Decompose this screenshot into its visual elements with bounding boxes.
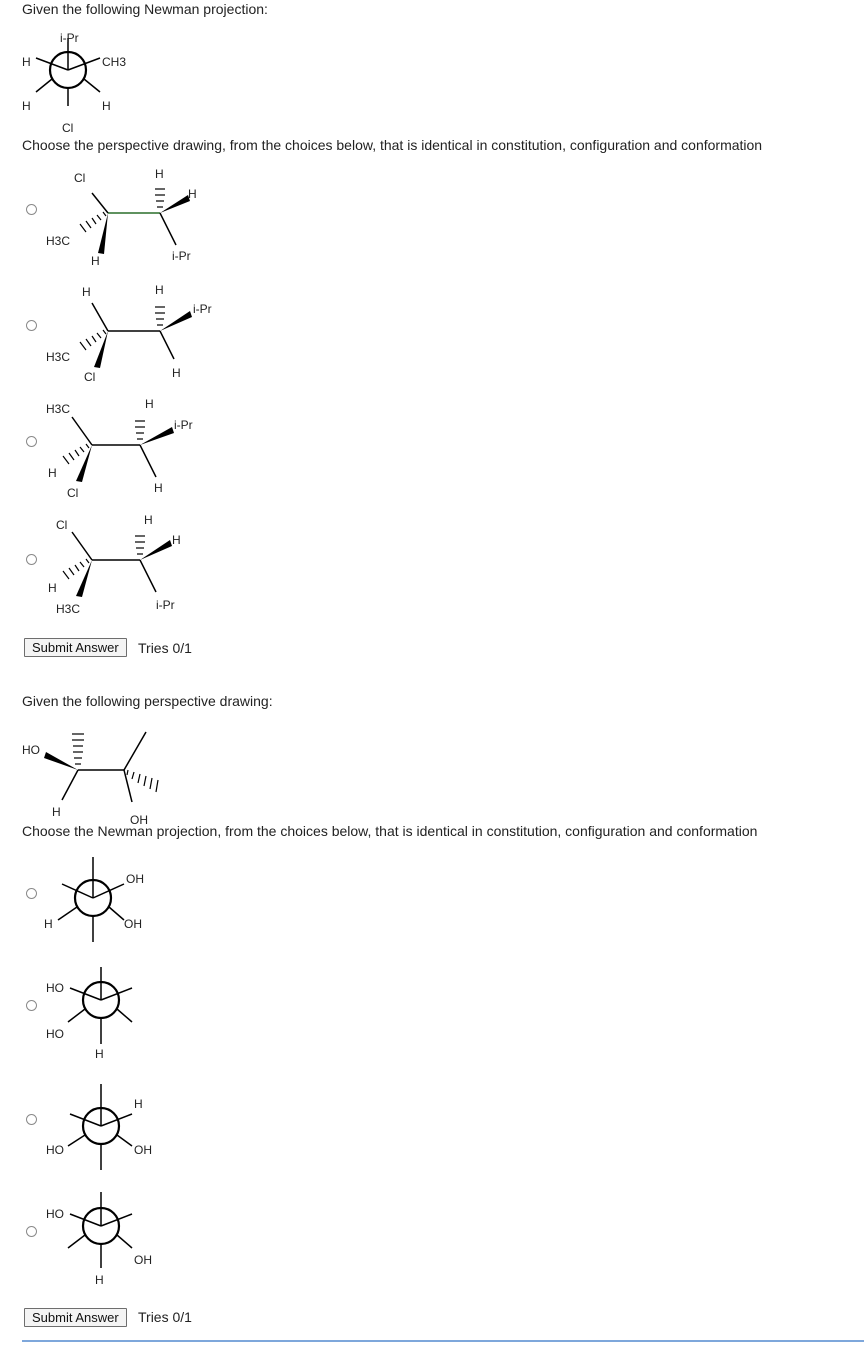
q1-tries-counter: Tries 0/1 [138, 640, 192, 656]
substituent-label: H [172, 366, 181, 380]
substituent-label: H [91, 254, 100, 268]
substituent-label: H [155, 167, 164, 181]
substituent-label: i-Pr [156, 598, 175, 612]
substituent-label: HO [22, 743, 40, 757]
q1-prompt: Given the following Newman projection: [22, 1, 268, 17]
substituent-label: H [95, 1047, 104, 1061]
bottom-divider [22, 1340, 864, 1342]
substituent-label: OH [126, 872, 144, 886]
substituent-label: H3C [56, 602, 81, 616]
q2-prompt: Given the following perspective drawing: [22, 693, 273, 709]
substituent-label: i-Pr [174, 418, 193, 432]
substituent-label: OH [134, 1143, 152, 1157]
q2-submit-button[interactable]: Submit Answer [24, 1308, 127, 1327]
substituent-label: H [188, 187, 197, 201]
q1-choice-4-perspective [0, 512, 240, 617]
substituent-label: H [82, 285, 91, 299]
substituent-label: OH [124, 917, 142, 931]
q2-perspective-drawing [0, 722, 220, 827]
q2-choice-4-newman [0, 1188, 200, 1288]
newman-label-top-left: H [22, 55, 31, 69]
q1-instruction: Choose the perspective drawing, from the choices below, that is identical in constitution, configuration and conformation [22, 137, 763, 153]
q1-choice-2-perspective [0, 283, 240, 388]
substituent-label: H [144, 513, 153, 527]
substituent-label: OH [134, 1253, 152, 1267]
substituent-label: HO [46, 1207, 64, 1221]
substituent-label: H3C [46, 402, 71, 416]
substituent-label: HO [46, 1027, 64, 1041]
substituent-label: H3C [46, 350, 71, 364]
q2-choice-3-newman [0, 1076, 200, 1176]
newman-label-top-right: CH3 [102, 55, 127, 69]
newman-label-bottom: Cl [62, 121, 74, 135]
substituent-label: H3C [46, 234, 71, 248]
substituent-label: i-Pr [193, 302, 212, 316]
substituent-label: HO [46, 1143, 64, 1157]
q1-newman-projection [0, 28, 200, 138]
substituent-label: Cl [67, 486, 79, 500]
substituent-label: H [172, 533, 181, 547]
q1-choice-3-perspective [0, 397, 240, 502]
q2-choice-1-newman [0, 852, 200, 952]
substituent-label: H [134, 1097, 143, 1111]
q1-choice-1-perspective [0, 165, 240, 270]
substituent-label: H [52, 805, 61, 819]
substituent-label: H [145, 397, 154, 411]
substituent-label: Cl [74, 171, 86, 185]
q2-instruction: Choose the Newman projection, from the choices below, that is identical in constitution, configuration and conformation [22, 823, 758, 839]
substituent-label: H [44, 917, 53, 931]
substituent-label: H [154, 481, 163, 495]
newman-label-bottom-left: H [22, 99, 31, 113]
newman-label-bottom-right: H [102, 99, 111, 113]
q1-submit-button[interactable]: Submit Answer [24, 638, 127, 657]
newman-label-top: i-Pr [60, 31, 79, 45]
substituent-label: H [155, 283, 164, 297]
q2-tries-counter: Tries 0/1 [138, 1309, 192, 1325]
substituent-label: i-Pr [172, 249, 191, 263]
substituent-label: H [48, 466, 57, 480]
q2-choice-2-newman [0, 962, 200, 1062]
substituent-label: OH [130, 813, 148, 827]
substituent-label: H [48, 581, 57, 595]
substituent-label: Cl [56, 518, 68, 532]
substituent-label: H [95, 1273, 104, 1287]
substituent-label: Cl [84, 370, 96, 384]
substituent-label: HO [46, 981, 64, 995]
